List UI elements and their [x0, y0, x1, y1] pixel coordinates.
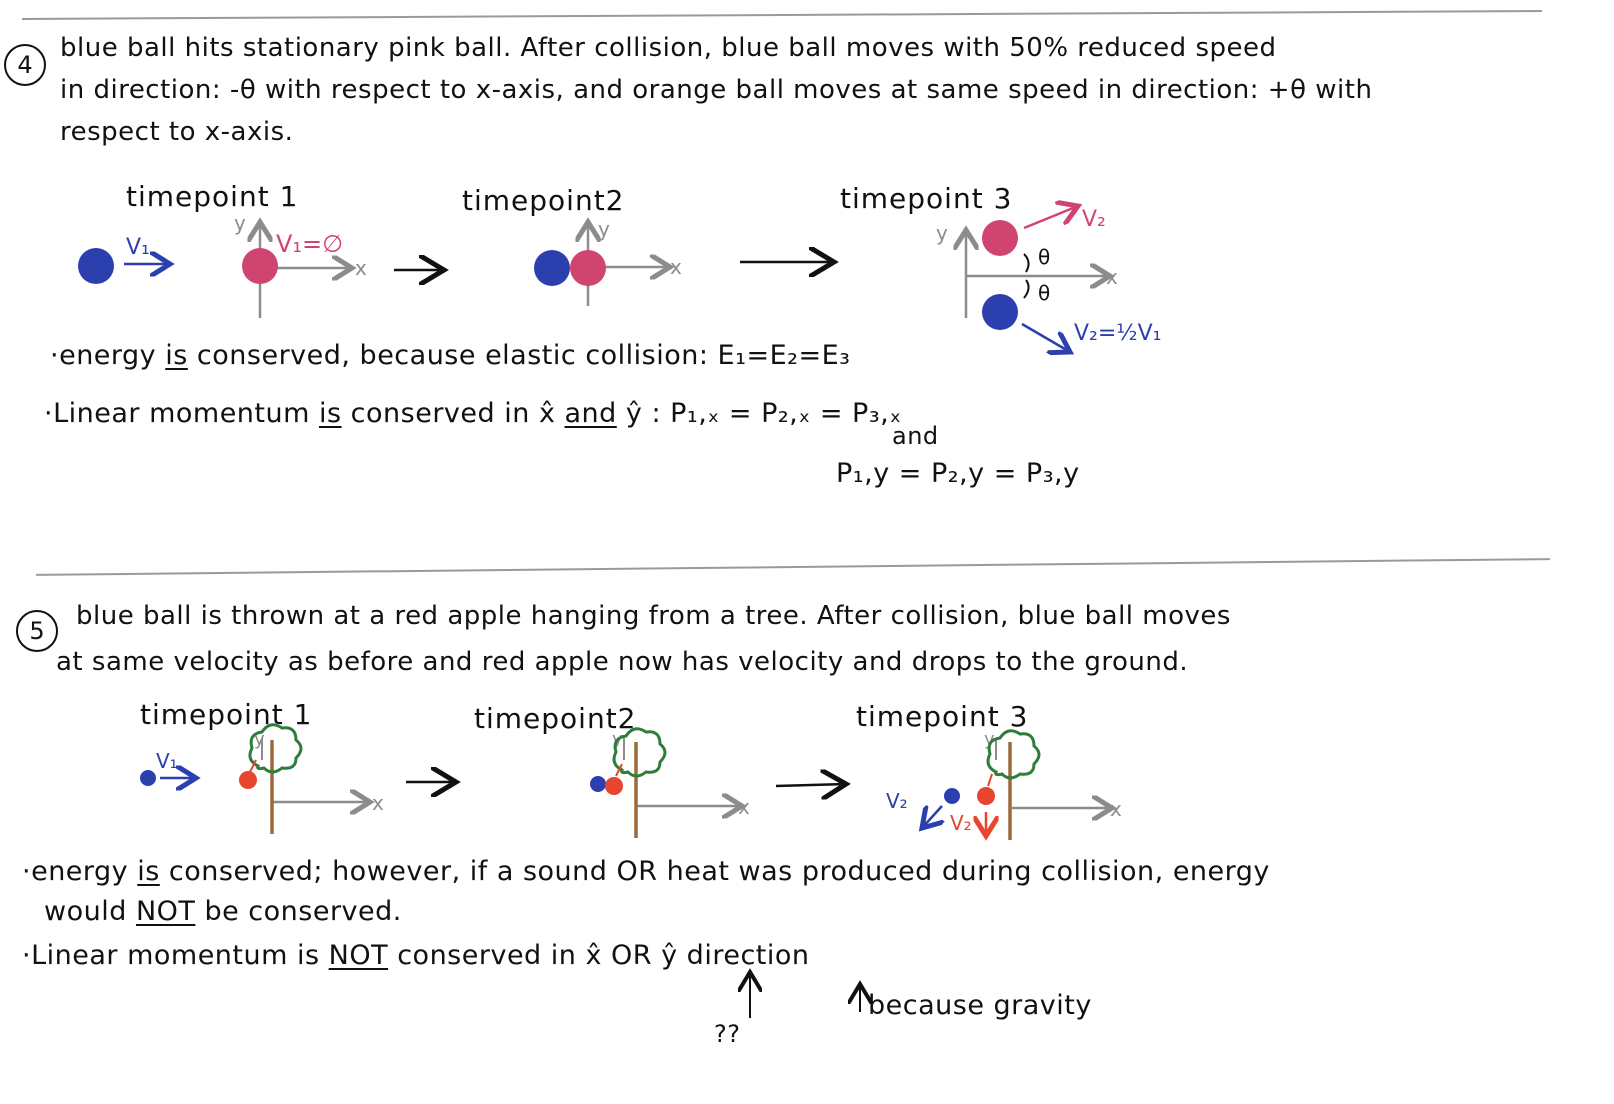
p4-t3-v2-blue-label: V₂=½V₁ — [1074, 321, 1162, 346]
p4-t1-x-label: x — [355, 256, 367, 280]
p4-t3-pink-ball — [982, 220, 1018, 256]
p5-timepoint-3-label: timepoint 3 — [856, 700, 1029, 733]
p4-t3-blue-ball — [982, 294, 1018, 330]
p5-t2-y-label: y — [612, 729, 623, 750]
p4-t2-y-label: y — [598, 217, 610, 241]
p5-timepoint-1-label: timepoint 1 — [140, 698, 313, 731]
p5-momentum-note — [22, 940, 810, 971]
p5-question-marks: ?? — [714, 1020, 741, 1048]
p4-momentum-mid: conserved in x̂ — [341, 398, 565, 429]
p5-t1-red-apple — [239, 771, 257, 789]
p4-and-word: and — [892, 422, 939, 450]
p5-t2-x-label: x — [738, 795, 750, 819]
p5-energy-line2-a: would — [44, 896, 136, 927]
p4-t1-v1-label: V₁ — [126, 235, 150, 260]
p4-t3-y-label: y — [936, 221, 948, 245]
p4-timepoint-3-label: timepoint 3 — [840, 182, 1013, 215]
p5-t2-blue-ball — [590, 776, 606, 792]
p5-arrow-2-to-3 — [776, 784, 846, 786]
p4-t3-theta-arc-top — [1024, 254, 1029, 272]
p4-momentum-and: and — [564, 398, 617, 429]
p5-momentum-prefix: ·Linear momentum is — [22, 940, 329, 971]
p4-t3-x-label: x — [1106, 265, 1118, 289]
p5-t2-tree-crown — [614, 729, 665, 776]
p5-t1-x-label: x — [372, 791, 384, 815]
p5-t3-blue-velocity-arrow — [922, 806, 942, 828]
p4-t1-y-label: y — [234, 211, 246, 235]
p4-t3-theta-top: θ — [1038, 245, 1051, 269]
problem-5-line-2: at same velocity as before and red apple now has velocity and drops to the ground. — [56, 647, 1189, 677]
p5-energy-note-line-2 — [44, 896, 402, 927]
p4-t3-blue-velocity-arrow — [1022, 324, 1070, 352]
p5-t1-y-label: y — [254, 729, 265, 750]
p4-t3-theta-arc-bottom — [1024, 280, 1029, 298]
p5-timepoint-2-label: timepoint2 — [474, 702, 637, 735]
p4-momentum-y: ŷ : P₁,ₓ = P₂,ₓ = P₃,ₓ — [616, 398, 902, 429]
p4-t3-v2-pink-label: V₂ — [1082, 207, 1106, 232]
p5-t1-blue-ball — [140, 770, 156, 786]
p4-momentum-is: is — [319, 398, 342, 429]
p4-energy-note — [50, 340, 850, 371]
problem-4-line-1: blue ball hits stationary pink ball. After collision, blue ball moves with 50% reduced speed — [60, 33, 1277, 63]
p5-t2-red-apple — [605, 777, 623, 795]
p5-t3-red-apple — [977, 787, 995, 805]
p4-t2-pink-ball — [570, 250, 606, 286]
p5-momentum-rest: conserved in x̂ OR ŷ direction — [388, 940, 810, 971]
p5-energy-line2-b: be conserved. — [195, 896, 402, 927]
p4-energy-rest: conserved, because elastic collision: E₁=E₂=E₃ — [187, 340, 851, 371]
p4-t2-x-label: x — [670, 255, 682, 279]
p5-t3-blue-ball — [944, 788, 960, 804]
p5-t3-x-label: x — [1110, 797, 1122, 821]
problem-4-line-3: respect to x-axis. — [60, 117, 294, 147]
p5-t3-v2-blue-label: V₂ — [886, 789, 908, 813]
p4-energy-is: is — [165, 340, 188, 371]
p4-timepoint-1-label: timepoint 1 — [126, 180, 299, 213]
p4-energy-prefix: ·energy — [50, 340, 166, 371]
problem-4-number: 4 — [4, 44, 46, 86]
p5-energy-is: is — [137, 856, 160, 887]
p4-t1-blue-ball — [78, 248, 114, 284]
p5-momentum-not: NOT — [328, 940, 389, 971]
p4-py-equation: P₁,y = P₂,y = P₃,y — [836, 458, 1080, 489]
p5-energy-not: NOT — [135, 896, 196, 927]
p4-t1-v1-zero-label: V₁=∅ — [276, 230, 344, 258]
p4-t1-pink-ball — [242, 248, 278, 284]
p5-because-gravity: because gravity — [868, 990, 1092, 1021]
problem-5-line-1: blue ball is thrown at a red apple hanging from a tree. After collision, blue ball moves — [76, 601, 1231, 631]
p4-t3-pink-velocity-arrow — [1024, 206, 1078, 228]
p5-t3-v2-red-label: V₂ — [950, 811, 972, 835]
p5-t3-y-label: y — [984, 729, 995, 750]
problem-4-line-2: in direction: -θ with respect to x-axis, and orange ball moves at same speed in direction: +θ with — [60, 75, 1373, 105]
problem-5-number: 5 — [16, 610, 58, 652]
p5-energy-prefix: ·energy — [22, 856, 138, 887]
p4-momentum-note — [44, 398, 902, 429]
p5-t1-v1-label: V₁ — [156, 749, 178, 773]
p4-timepoint-2-label: timepoint2 — [462, 184, 625, 217]
p5-energy-rest: conserved; however, if a sound OR heat was produced during collision, energy — [159, 856, 1270, 887]
p5-energy-note — [22, 856, 1270, 887]
p4-momentum-prefix: ·Linear momentum — [44, 398, 320, 429]
p4-t3-theta-bottom: θ — [1038, 281, 1051, 305]
p5-t3-apple-stem — [988, 774, 992, 786]
p4-t2-blue-ball — [534, 250, 570, 286]
